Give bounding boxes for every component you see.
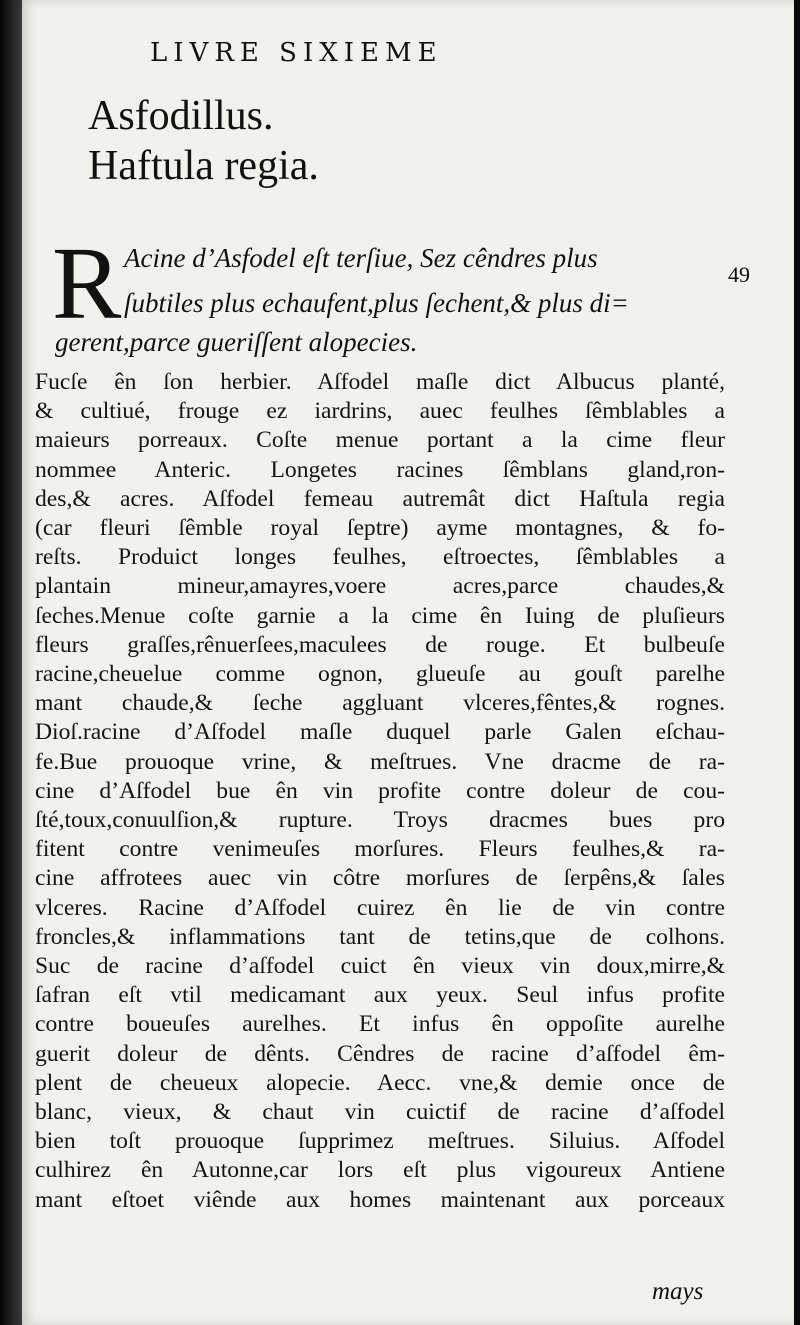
intro-line-3: gerent,parce gueriſſent alopecies. — [55, 327, 418, 357]
body-line: Dioſ.racine d’Aſfodel maſle duquel parle Galen eſchau- — [35, 719, 725, 746]
drop-cap: R — [52, 226, 122, 341]
title-asfodillus: Asfodillus. — [88, 93, 274, 139]
intro-line-2: ſubtiles plus echaufent,plus ſechent,& plus di= — [124, 288, 629, 318]
body-line: vlceres. Racine d’Aſfodel cuirez ên lie de vin contre — [35, 894, 725, 921]
body-line: ſeches.Menue coſte garnie a la cime ên Iuing de pluſieurs — [35, 602, 725, 629]
body-line: fleurs graſſes,rênuerſees,maculees de rouge. Et bulbeuſe — [35, 631, 725, 658]
body-line: reſts. Produict longes feulhes, eſtroectes, ſêmblables a — [35, 544, 725, 571]
body-line: froncles,& inflammations tant de tetins,que de colhons. — [35, 923, 725, 950]
body-line: mant eſtoet viênde aux homes maintenant aux porceaux — [35, 1186, 725, 1213]
body-line: blanc, vieux, & chaut vin cuictif de racine d’aſfodel — [35, 1099, 725, 1126]
body-line: cine d’Aſfodel bue ên vin profite contre doleur de cou- — [35, 777, 725, 804]
body-line: fe.Bue prouoque vrine, & meſtrues. Vne dracme de ra- — [35, 748, 725, 775]
body-line: Suc de racine d’aſfodel cuict ên vieux vin doux,mirre,& — [35, 953, 725, 980]
body-line: (car fleuri ſêmble royal ſeptre) ayme montagnes, & fo- — [35, 515, 725, 542]
body-line: des,& acres. Aſfodel femeau autremât dict Haſtula regia — [35, 485, 725, 512]
body-line: ſafran eſt vtil medicamant aux yeux. Seul infus profite — [35, 982, 725, 1009]
running-head: LIVRE SIXIEME — [150, 38, 443, 68]
body-line: cine affrotees auec vin côtre morſures de ſerpêns,& ſales — [35, 865, 725, 892]
body-line: Fucſe ên ſon herbier. Aſfodel maſle dict Albucus planté, — [35, 369, 725, 395]
intro-line-1: Acine d’Asfodel eſt terſiue, Sez cêndres plus — [124, 243, 598, 273]
page-edge-shadow — [0, 0, 22, 1325]
body-line: culhirez ên Autonne,car lors eſt plus vigoureux Antiene — [35, 1157, 725, 1184]
body-line: bien toſt prouoque ſupprimez meſtrues. Siluius. Aſfodel — [35, 1128, 725, 1155]
body-line: fitent contre venimeuſes morſures. Fleurs feulhes,& ra- — [35, 836, 725, 863]
title-hastula-regia: Haftula regia. — [88, 143, 319, 189]
catchword: mays — [652, 1278, 704, 1305]
body-line: guerit doleur de dênts. Cêndres de racine d’aſfodel êm- — [35, 1040, 725, 1067]
body-line: & cultiué, frouge ez iardrins, auec feulhes ſêmblables a — [35, 398, 725, 425]
body-line: mant chaude,& ſeche aggluant vlceres,fêntes,& rognes. — [35, 690, 725, 717]
body-line: ſté,toux,conuulſion,& rupture. Troys dracmes bues pro — [35, 807, 725, 834]
body-line: racine,cheuelue comme ognon, glueuſe au gouſt parelhe — [35, 661, 725, 688]
body-line: contre boueuſes aurelhes. Et infus ên oppoſite aurelhe — [35, 1011, 725, 1038]
body-line: maieurs porreaux. Coſte menue portant a la cime fleur — [35, 427, 725, 454]
body-line: plent de cheueux alopecie. Aecc. vne,& demie once de — [35, 1069, 725, 1096]
body-line: plantain mineur,amayres,voere acres,parce chaudes,& — [35, 573, 725, 600]
body-text — [35, 368, 725, 1215]
body-line: nommee Anteric. Longetes racines ſêmblans gland,ron- — [35, 456, 725, 483]
folio-number: 49 — [728, 262, 750, 287]
